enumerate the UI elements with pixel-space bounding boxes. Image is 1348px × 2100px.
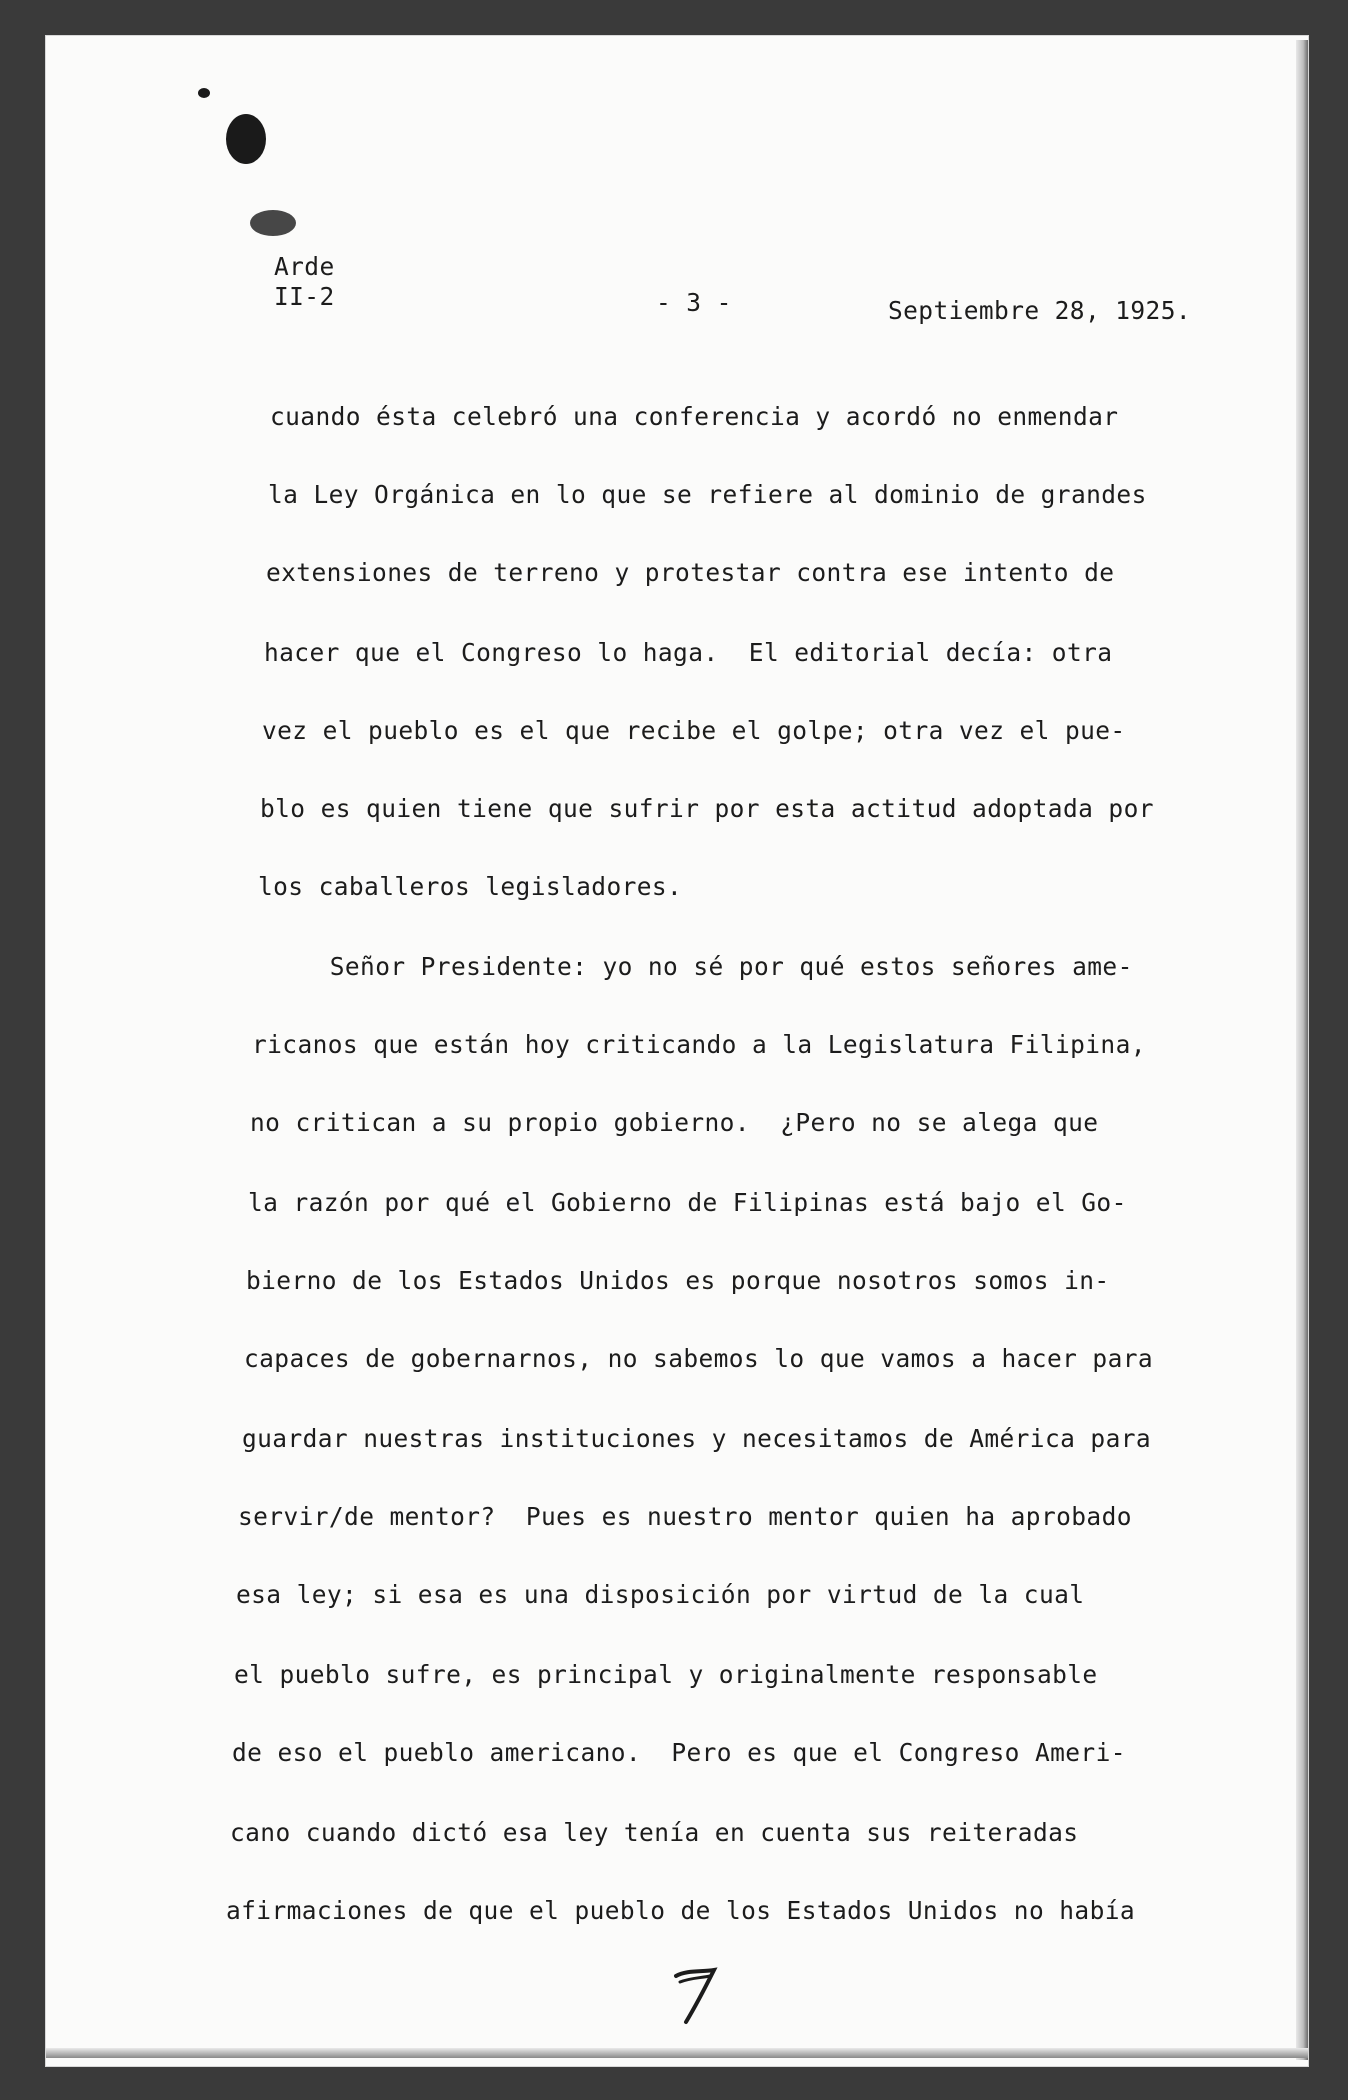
reference-line: II-2 (274, 282, 335, 311)
body-line: blo es quien tiene que sufrir por esta actitud adoptada por (260, 794, 1154, 823)
page-edge-bottom (46, 2048, 1308, 2058)
body-line: bierno de los Estados Unidos es porque nosotros somos in- (246, 1266, 1110, 1295)
handwritten-folio-mark (672, 1966, 720, 2026)
body-line: esa ley; si esa es una disposición por virtud de la cual (236, 1580, 1085, 1609)
ink-blot (250, 210, 296, 236)
body-line: la razón por qué el Gobierno de Filipinas está bajo el Go- (248, 1188, 1127, 1217)
body-line: extensiones de terreno y protestar contra ese intento de (266, 558, 1115, 587)
document-date: Septiembre 28, 1925. (888, 296, 1192, 325)
body-line: capaces de gobernarnos, no sabemos lo que vamos a hacer para (244, 1344, 1154, 1373)
document-reference (274, 252, 335, 312)
body-line: el pueblo sufre, es principal y originalmente responsable (234, 1660, 1098, 1689)
body-line: hacer que el Congreso lo haga. El editorial decía: otra (264, 638, 1113, 667)
body-line: afirmaciones de que el pueblo de los Estados Unidos no había (226, 1896, 1136, 1925)
body-line: servir/de mentor? Pues es nuestro mentor quien ha aprobado (238, 1502, 1132, 1531)
ink-blot (226, 114, 266, 164)
body-line: Señor Presidente: yo no sé por qué estos señores ame- (254, 952, 1133, 981)
body-line: cano cuando dictó esa ley tenía en cuenta sus reiteradas (230, 1818, 1079, 1847)
ink-blot (198, 88, 210, 98)
body-line: vez el pueblo es el que recibe el golpe; otra vez el pue- (262, 716, 1126, 745)
reference-line: Arde (274, 252, 335, 281)
body-line: no critican a su propio gobierno. ¿Pero no se alega que (250, 1108, 1099, 1137)
page-number: - 3 - (656, 288, 732, 317)
body-line: ricanos que están hoy criticando a la Legislatura Filipina, (252, 1030, 1146, 1059)
page-edge-right (1296, 40, 1308, 2060)
body-line: de eso el pueblo americano. Pero es que el Congreso Ameri- (232, 1738, 1126, 1767)
body-line: guardar nuestras instituciones y necesitamos de América para (242, 1424, 1152, 1453)
body-line: los caballeros legisladores. (258, 872, 683, 901)
body-line: cuando ésta celebró una conferencia y acordó no enmendar (270, 402, 1119, 431)
body-line: la Ley Orgánica en lo que se refiere al dominio de grandes (268, 480, 1147, 509)
